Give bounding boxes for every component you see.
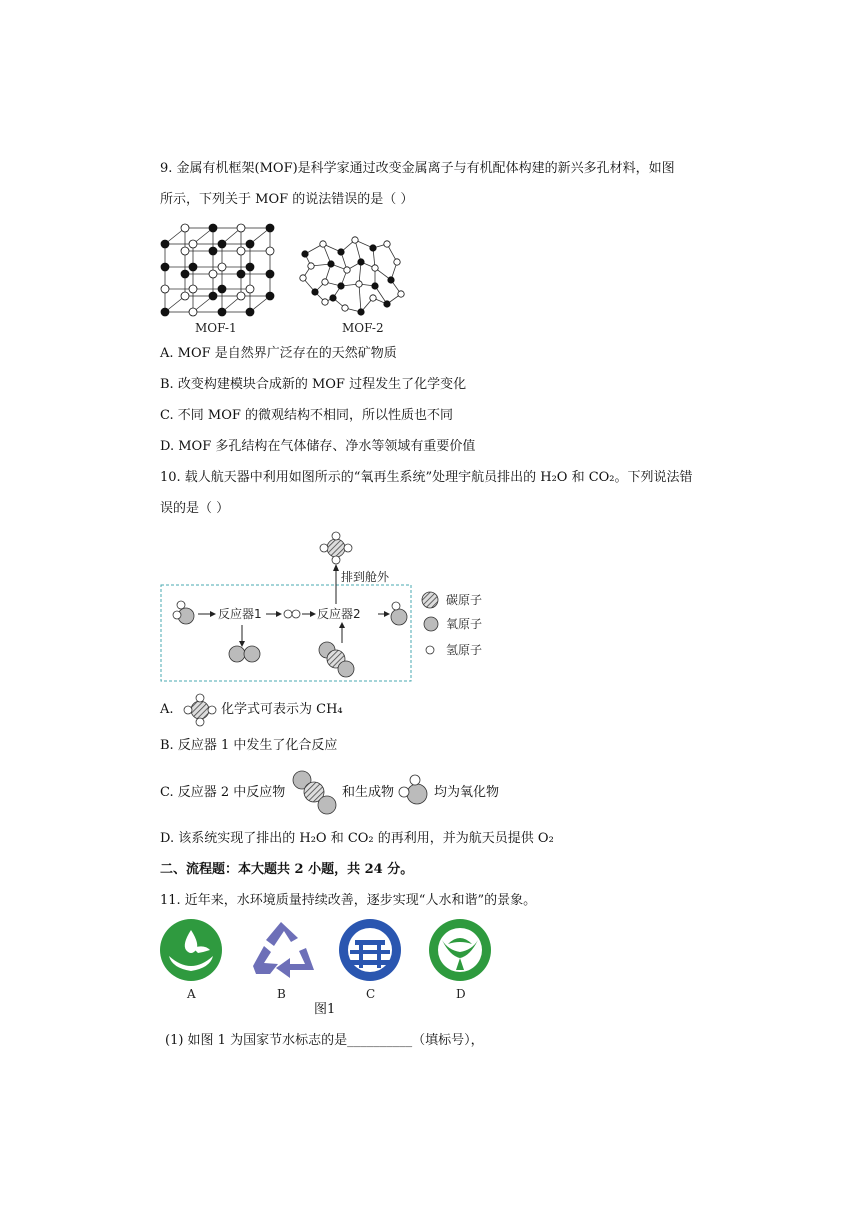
logo-label-c: C: [366, 987, 376, 1001]
option-c-water-molecule: [396, 772, 432, 808]
water-efficiency-logo: [339, 919, 401, 981]
mof-1-label: MOF-1: [195, 321, 237, 335]
q10-stem-line1: 10. 载人航天器中利用如图所示的“氧再生系统”处理宇航员排出的 H₂O 和 CO₂。下列说法错: [160, 470, 693, 485]
system-frame: [161, 585, 411, 681]
legend-oxygen-swatch: [424, 617, 438, 631]
q10-stem-line2: 误的是（ ）: [160, 501, 230, 516]
hydrogen-molecule: [284, 610, 300, 618]
reactor-2-label: 反应器2: [317, 607, 361, 621]
q9-option-c: C. 不同 MOF 的微观结构不相同，所以性质也不同: [160, 408, 454, 423]
q9-option-d: D. MOF 多孔结构在气体储存、净水等领域有重要价值: [160, 439, 476, 454]
mof-2-label: MOF-2: [342, 321, 384, 335]
green-food-logo: [429, 919, 491, 981]
option-a-methane-molecule: [180, 690, 220, 730]
water-molecule-input: [173, 601, 194, 624]
mof-1-structure: [165, 228, 270, 312]
q10-option-d: D. 该系统实现了排出的 H₂O 和 CO₂ 的再利用，并为航天员提供 O₂: [160, 831, 554, 846]
q11-sub1: (1) 如图 1 为国家节水标志的是__________（填标号），: [165, 1033, 484, 1048]
q10-option-c-part1: C. 反应器 2 中反应物: [160, 785, 286, 800]
q10-option-b: B. 反应器 1 中发生了化合反应: [160, 738, 338, 753]
q10-option-a-prefix: A.: [160, 702, 174, 717]
reactor-1-label: 反应器1: [218, 607, 262, 621]
q9-stem-line2: 所示，下列关于 MOF 的说法错误的是（ ）: [160, 192, 414, 207]
q9-option-b: B. 改变构建模块合成新的 MOF 过程发生了化学变化: [160, 377, 467, 392]
legend-hydrogen: 氢原子: [446, 643, 483, 657]
legend: [422, 592, 438, 654]
q10-option-a-text: 化学式可表示为 CH₄: [221, 702, 343, 717]
oxygen-molecule: [229, 646, 260, 662]
figure-caption: 图1: [314, 1002, 336, 1017]
oxygen-regeneration-diagram: [160, 528, 500, 686]
water-molecule-output: [391, 602, 407, 625]
section-title: 二、流程题：本大题共 2 小题，共 24 分。: [160, 862, 414, 877]
mof-figure: [155, 222, 425, 340]
q11-stem: 11. 近年来，水环境质量持续改善，逐步实现“人水和谐”的景象。: [160, 893, 537, 908]
legend-carbon-swatch: [422, 592, 438, 608]
carbon-dioxide-molecule: [319, 642, 354, 677]
q9-option-a: A. MOF 是自然界广泛存在的天然矿物质: [160, 346, 397, 361]
legend-carbon: 碳原子: [446, 593, 483, 607]
option-c-carbon-dioxide-molecule: [290, 768, 340, 818]
logo-row: [160, 918, 495, 1001]
methane-molecule: [320, 532, 352, 564]
logo-label-a: A: [187, 987, 196, 1001]
water-saving-logo: [160, 919, 222, 981]
legend-oxygen: 氧原子: [446, 617, 483, 631]
q10-option-c-part3: 均为氧化物: [434, 785, 500, 800]
recycle-logo: [253, 922, 314, 978]
logo-label-d: D: [456, 987, 466, 1001]
q9-stem-line1: 9. 金属有机框架(MOF)是科学家通过改变金属离子与有机配体构建的新兴多孔材料，如图: [160, 161, 675, 176]
exhaust-label: 排到舱外: [341, 570, 390, 584]
mof-1-nodes: [161, 224, 274, 316]
legend-hydrogen-swatch: [426, 646, 434, 654]
q10-option-c-part2: 和生成物: [342, 785, 395, 800]
logo-label-b: B: [277, 987, 286, 1001]
